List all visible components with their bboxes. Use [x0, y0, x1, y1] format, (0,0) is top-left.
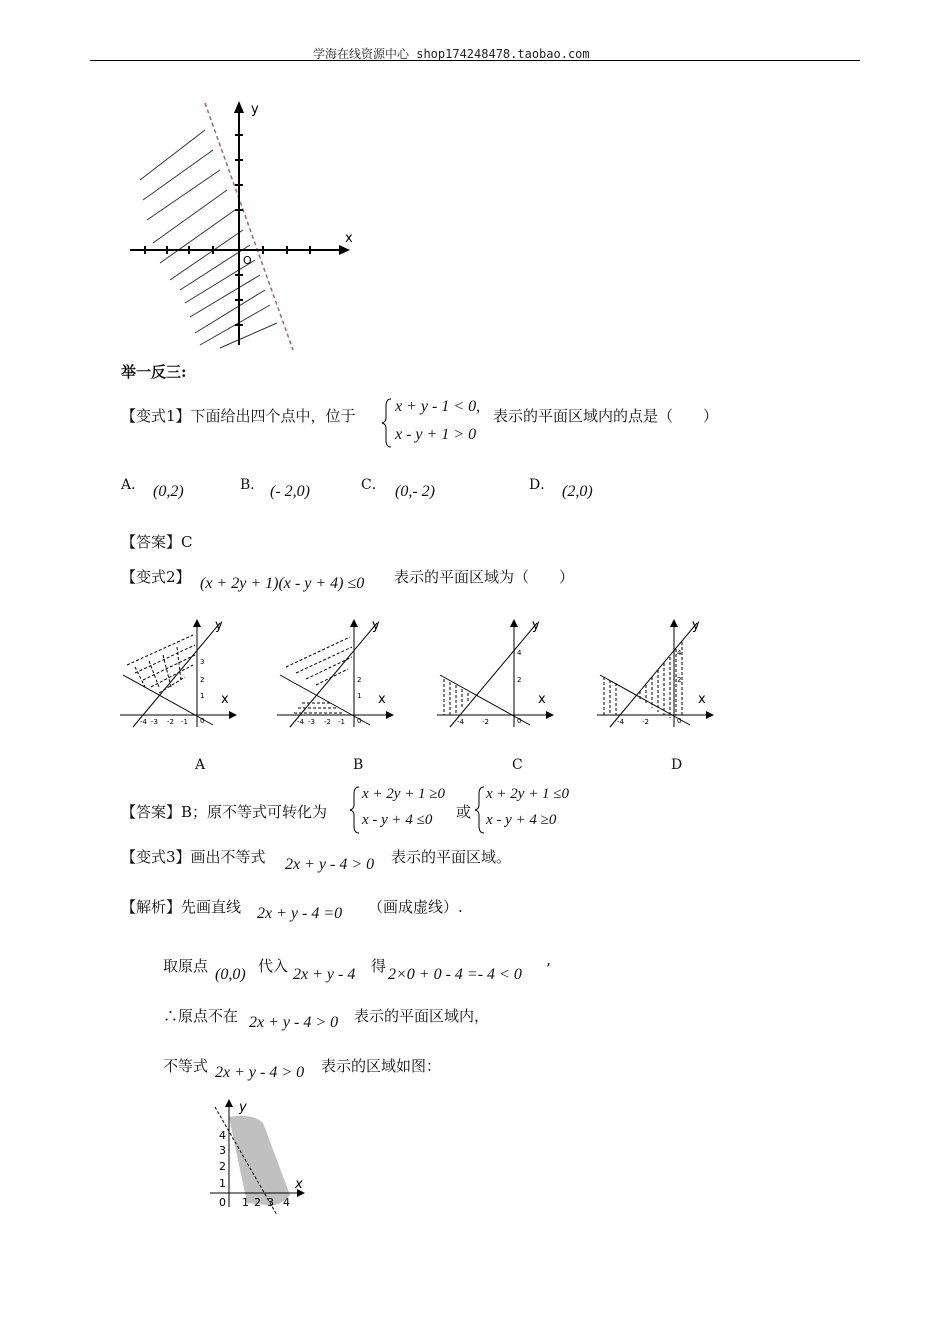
svg-text:x: x — [698, 692, 706, 707]
svg-text:3: 3 — [267, 1196, 274, 1209]
y-label: y — [251, 102, 259, 117]
line2-a: ∴原点不在 — [163, 1007, 239, 1025]
svg-text:y: y — [532, 618, 540, 633]
svg-text:-3: -3 — [151, 718, 158, 726]
svg-text:4: 4 — [677, 649, 682, 657]
analysis-tail: （画成虚线）. — [368, 898, 463, 916]
origin-label: O — [243, 254, 252, 267]
line2-c: 表示的平面区域内， — [354, 1007, 490, 1025]
answer-2-sys2a: x + 2y + 1 ≤0 — [486, 786, 570, 802]
header-rule — [90, 60, 860, 61]
svg-text:y: y — [215, 618, 223, 633]
svg-text:x: x — [221, 692, 229, 707]
svg-text:2: 2 — [200, 676, 205, 684]
svg-text:1: 1 — [242, 1196, 249, 1209]
svg-text:-4: -4 — [457, 718, 464, 726]
line1-d: 2x + y - 4 — [293, 966, 356, 983]
figure-option-d — [592, 615, 717, 730]
analysis-label: 【解析】先画直线 — [121, 898, 242, 916]
caption-a: A — [195, 757, 206, 773]
svg-text:-2: -2 — [482, 718, 489, 726]
svg-text:-3: -3 — [308, 718, 315, 726]
v2-label: 【变式2】 — [121, 568, 191, 586]
analysis-expr: 2x + y - 4 =0 — [257, 905, 343, 922]
answer-2-sys1b: x - y + 4 ≤0 — [362, 812, 433, 828]
answer-2-label: 【答案】B；原不等式可转化为 — [121, 803, 328, 821]
svg-text:2: 2 — [254, 1196, 261, 1209]
answer-2-sys2b: x - y + 4 ≥0 — [486, 812, 557, 828]
page-header: 学海在线资源中心 shop174248478.taobao.com — [313, 47, 590, 61]
brace — [349, 786, 361, 834]
figure-region-2x-y-4 — [205, 1095, 315, 1220]
svg-text:2: 2 — [357, 676, 362, 684]
svg-text:x: x — [378, 692, 386, 707]
svg-text:-4: -4 — [617, 718, 624, 726]
svg-text:1: 1 — [219, 1177, 226, 1190]
option-b-label: B． — [240, 477, 265, 493]
svg-text:0: 0 — [517, 717, 522, 725]
svg-text:4: 4 — [517, 649, 522, 657]
answer-1: 【答案】C — [121, 533, 193, 551]
answer-2-or: 或 — [456, 803, 472, 821]
svg-text:y: y — [239, 1100, 247, 1115]
v1-tail: 表示的平面区域内的点是（ ） — [493, 407, 719, 425]
x-label: x — [345, 231, 353, 246]
figure-option-c — [432, 615, 557, 730]
option-b-value: (- 2,0) — [270, 483, 310, 500]
svg-text:-4: -4 — [297, 718, 304, 726]
svg-text:0: 0 — [219, 1196, 226, 1209]
svg-text:1: 1 — [200, 692, 205, 700]
v3-expr: 2x + y - 4 > 0 — [285, 856, 375, 873]
line1-g: ’ — [546, 960, 551, 978]
svg-text:3: 3 — [200, 658, 205, 666]
svg-text:-2: -2 — [167, 718, 174, 726]
v2-tail: 表示的平面区域为（ ） — [394, 568, 575, 586]
svg-text:-2: -2 — [642, 718, 649, 726]
svg-text:2: 2 — [219, 1160, 226, 1173]
brace — [474, 786, 486, 834]
line3-b: 2x + y - 4 > 0 — [215, 1064, 305, 1081]
caption-c: C — [512, 757, 523, 773]
svg-text:x: x — [538, 692, 546, 707]
svg-text:y: y — [372, 618, 380, 633]
line1-f: 2×0 + 0 - 4 =- 4 < 0 — [388, 966, 522, 983]
svg-text:-2: -2 — [324, 718, 331, 726]
caption-b: B — [353, 757, 364, 773]
svg-text:4: 4 — [283, 1196, 290, 1209]
boundary-line — [205, 103, 293, 350]
line1-a: 取原点 — [163, 957, 209, 975]
line1-c: 代入 — [258, 957, 289, 975]
line3-c: 表示的区域如图： — [321, 1057, 442, 1075]
svg-text:y: y — [692, 618, 700, 633]
line1-b: (0,0) — [215, 966, 246, 983]
figure-option-a — [115, 615, 240, 730]
svg-text:1: 1 — [357, 692, 362, 700]
svg-text:-4: -4 — [140, 718, 147, 726]
v2-expr: (x + 2y + 1)(x - y + 4) ≤0 — [200, 575, 365, 592]
section-title: 举一反三: — [121, 363, 187, 381]
option-d-label: D． — [529, 477, 555, 493]
svg-text:4: 4 — [219, 1129, 226, 1142]
option-a-label: A． — [121, 477, 146, 493]
v3-label: 【变式3】画出不等式 — [121, 848, 266, 866]
svg-text:2: 2 — [517, 676, 522, 684]
option-a-value: (0,2) — [153, 483, 184, 500]
svg-text:0: 0 — [677, 717, 682, 725]
v1-sys-1: x + y - 1 < 0, — [395, 398, 481, 415]
brace — [381, 398, 393, 448]
svg-text:3: 3 — [219, 1144, 226, 1157]
caption-d: D — [671, 757, 683, 773]
v3-tail: 表示的平面区域。 — [391, 848, 512, 866]
v1-label: 【变式1】下面给出四个点中，位于 — [121, 407, 356, 425]
option-d-value: (2,0) — [562, 483, 593, 500]
v1-sys-2: x - y + 1 > 0 — [395, 426, 477, 443]
figure-half-plane — [125, 95, 360, 355]
svg-text:x: x — [295, 1177, 303, 1192]
line3-a: 不等式 — [163, 1057, 209, 1075]
svg-text:0: 0 — [357, 717, 362, 725]
svg-text:0: 0 — [200, 717, 205, 725]
option-c-label: C． — [361, 477, 386, 493]
svg-text:-1: -1 — [338, 718, 345, 726]
answer-2-sys1a: x + 2y + 1 ≥0 — [362, 786, 446, 802]
option-c-value: (0,- 2) — [395, 483, 435, 500]
hatch-lines — [140, 130, 277, 348]
line1-e: 得 — [371, 957, 387, 975]
svg-text:2: 2 — [677, 676, 682, 684]
figure-option-b — [272, 615, 397, 730]
line2-b: 2x + y - 4 > 0 — [249, 1014, 339, 1031]
shaded-region — [229, 1116, 290, 1205]
svg-text:-1: -1 — [181, 718, 188, 726]
